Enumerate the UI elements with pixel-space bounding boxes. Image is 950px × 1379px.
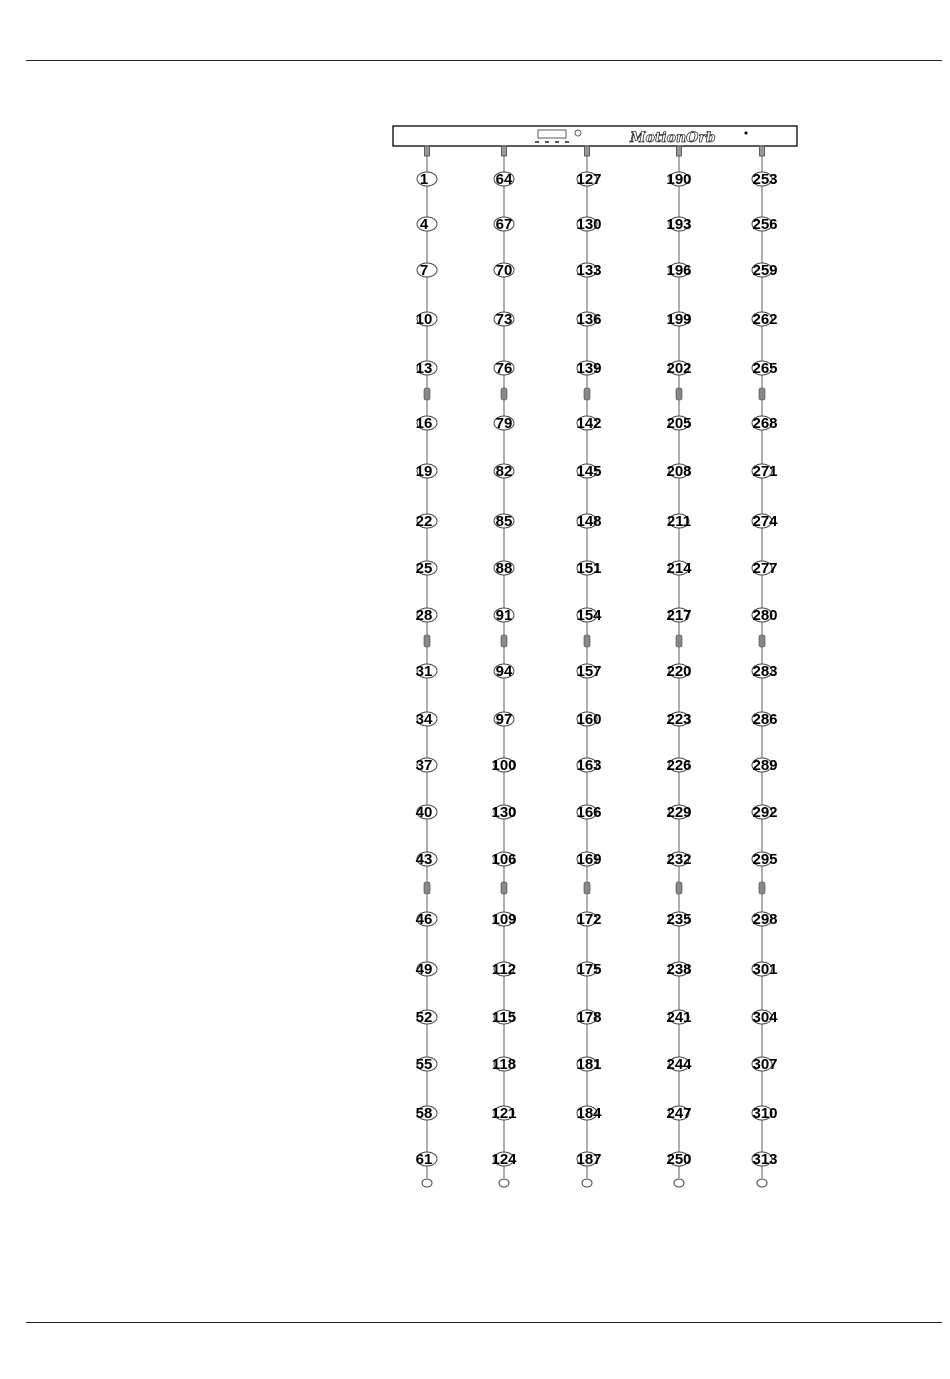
orb-number: 49 [415, 961, 433, 978]
orb-number: 91 [495, 607, 513, 624]
orb-number: 196 [666, 262, 692, 279]
orb-number: 205 [666, 415, 692, 432]
orb-number: 298 [752, 911, 778, 928]
orb-number: 34 [415, 711, 433, 728]
orb-number: 121 [491, 1105, 517, 1122]
orb-number: 37 [415, 757, 433, 774]
inline-connector-icon [501, 882, 507, 894]
orb-number: 25 [415, 560, 433, 577]
orb-number: 19 [415, 463, 433, 480]
orb-number: 31 [415, 663, 433, 680]
orb-number: 277 [752, 560, 778, 577]
inline-connector-icon [759, 635, 765, 647]
orb-number: 223 [666, 711, 692, 728]
orb-number: 304 [752, 1009, 778, 1026]
orb-number: 175 [576, 961, 602, 978]
orb-number: 112 [491, 961, 517, 978]
light-strings [416, 146, 779, 1187]
orb-number: 58 [415, 1105, 433, 1122]
orb-number: 43 [415, 851, 433, 868]
orb-number: 286 [752, 711, 778, 728]
plug-icon [760, 146, 765, 156]
orb-number: 13 [415, 360, 433, 377]
orb-number: 178 [576, 1009, 602, 1026]
orb-number: 199 [666, 311, 692, 328]
orb-number: 235 [666, 911, 692, 928]
orb-number: 202 [666, 360, 692, 377]
orb-number: 4 [419, 216, 429, 233]
orb-number: 163 [576, 757, 602, 774]
orb-number: 130 [576, 216, 602, 233]
orb-number: 241 [666, 1009, 692, 1026]
orb-number: 73 [495, 311, 513, 328]
indicator-dot-icon [745, 132, 748, 135]
power-knob-icon [575, 130, 581, 136]
orb-number: 292 [752, 804, 778, 821]
plug-icon [585, 146, 590, 156]
orb-number: 76 [495, 360, 513, 377]
inline-connector-icon [676, 388, 682, 400]
orb-number: 238 [666, 961, 692, 978]
string-column-5 [752, 146, 778, 1187]
orb-number: 247 [666, 1105, 692, 1122]
inline-connector-icon [584, 882, 590, 894]
orb-number: 100 [491, 757, 517, 774]
orb-number: 265 [752, 360, 778, 377]
orb-number: 187 [576, 1151, 602, 1168]
orb-number: 313 [752, 1151, 778, 1168]
orb-number: 94 [495, 663, 513, 680]
orb-number: 307 [752, 1056, 778, 1073]
string-column-4 [666, 146, 692, 1187]
orb-number: 184 [576, 1105, 602, 1122]
inline-connector-icon [424, 882, 430, 894]
orb-number: 172 [576, 911, 602, 928]
orb-number: 190 [666, 171, 692, 188]
orb-number: 97 [495, 711, 513, 728]
orb-number: 55 [415, 1056, 433, 1073]
orb-number: 10 [415, 311, 433, 328]
plug-icon [677, 146, 682, 156]
logo-text: MotionOrb [630, 130, 716, 146]
end-cap-icon [757, 1179, 767, 1187]
display-screen-icon [538, 130, 566, 138]
orb-number: 166 [576, 804, 602, 821]
orb-number: 193 [666, 216, 692, 233]
orb-number: 268 [752, 415, 778, 432]
orb-number: 88 [495, 560, 513, 577]
end-cap-icon [674, 1179, 684, 1187]
orb-number: 250 [666, 1151, 692, 1168]
orb-number: 64 [495, 171, 513, 188]
orb-number: 106 [491, 851, 517, 868]
orb-number: 79 [495, 415, 513, 432]
orb-number: 70 [495, 262, 513, 279]
orb-number: 295 [752, 851, 778, 868]
orb-number: 232 [666, 851, 692, 868]
end-cap-icon [499, 1179, 509, 1187]
inline-connector-icon [424, 635, 430, 647]
orb-number: 7 [419, 262, 429, 279]
orb-number: 139 [576, 360, 602, 377]
orb-number: 283 [752, 663, 778, 680]
orb-number: 142 [576, 415, 602, 432]
orb-number: 214 [666, 560, 692, 577]
end-cap-icon [582, 1179, 592, 1187]
inline-connector-icon [584, 388, 590, 400]
orb-number: 262 [752, 311, 778, 328]
string-column-1 [416, 146, 437, 1187]
orb-number: 1 [419, 171, 429, 188]
orb-number: 148 [576, 513, 602, 530]
orb-number: 280 [752, 607, 778, 624]
orb-number: 211 [666, 513, 692, 530]
orb-number: 82 [495, 463, 513, 480]
orb-number: 253 [752, 171, 778, 188]
plug-icon [425, 146, 430, 156]
string-column-3 [576, 146, 602, 1187]
orb-number: 136 [576, 311, 602, 328]
orb-number: 220 [666, 663, 692, 680]
orb-number: 40 [415, 804, 433, 821]
orb-number: 118 [491, 1056, 517, 1073]
controller-box [393, 126, 797, 146]
orb-number: 301 [752, 961, 778, 978]
orb-number: 133 [576, 262, 602, 279]
orb-number: 244 [666, 1056, 692, 1073]
string-column-2 [491, 146, 517, 1187]
inline-connector-icon [676, 635, 682, 647]
orb-number: 85 [495, 513, 513, 530]
orb-number: 259 [752, 262, 778, 279]
inline-connector-icon [501, 388, 507, 400]
orb-number: 226 [666, 757, 692, 774]
orb-number: 130 [491, 804, 517, 821]
orb-number: 115 [491, 1009, 517, 1026]
orb-number: 208 [666, 463, 692, 480]
orb-number: 256 [752, 216, 778, 233]
orb-number: 229 [666, 804, 692, 821]
inline-connector-icon [424, 388, 430, 400]
orb-number: 154 [576, 607, 602, 624]
orb-number: 217 [666, 607, 692, 624]
orb-number: 28 [415, 607, 433, 624]
orb-number: 310 [752, 1105, 778, 1122]
orb-number: 124 [491, 1151, 517, 1168]
orb-number: 289 [752, 757, 778, 774]
orb-number: 271 [752, 463, 778, 480]
orb-number: 61 [415, 1151, 433, 1168]
orb-number: 127 [576, 171, 602, 188]
orb-number: 274 [752, 513, 778, 530]
plug-icon [502, 146, 507, 156]
orb-number: 109 [491, 911, 517, 928]
orb-number: 151 [576, 560, 602, 577]
inline-connector-icon [501, 635, 507, 647]
orb-number: 157 [576, 663, 602, 680]
orb-number: 46 [415, 911, 433, 928]
orb-number: 22 [415, 513, 433, 530]
orb-number: 145 [576, 463, 602, 480]
orb-number: 67 [495, 216, 513, 233]
orb-number: 181 [576, 1056, 602, 1073]
inline-connector-icon [676, 882, 682, 894]
inline-connector-icon [584, 635, 590, 647]
inline-connector-icon [759, 882, 765, 894]
orb-number: 16 [415, 415, 433, 432]
inline-connector-icon [759, 388, 765, 400]
orb-number: 169 [576, 851, 602, 868]
orb-number: 52 [415, 1009, 433, 1026]
end-cap-icon [422, 1179, 432, 1187]
orb-number: 160 [576, 711, 602, 728]
